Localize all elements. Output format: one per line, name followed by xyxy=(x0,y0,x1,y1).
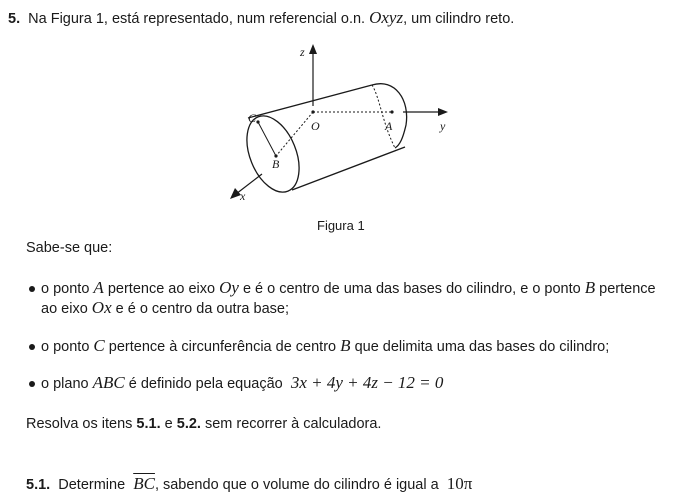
resolva-line xyxy=(26,416,381,432)
text: pertence xyxy=(599,281,656,297)
segment-BC: $\overline{BC}$ xyxy=(133,474,155,493)
text: o ponto xyxy=(41,339,90,355)
question-line xyxy=(8,8,514,28)
volume-value: 10π xyxy=(446,474,473,493)
bullet-icon xyxy=(29,286,35,292)
bullet-1-line-1 xyxy=(41,278,656,298)
y-arrow-icon xyxy=(438,108,448,116)
A-label: A xyxy=(385,119,393,133)
cylinder-figure xyxy=(0,30,687,240)
item-number: 5.1. xyxy=(26,477,51,493)
math-B: B xyxy=(584,278,596,297)
item-ref: 5.1. xyxy=(136,416,161,432)
text: ao eixo xyxy=(41,301,88,317)
far-base-hidden xyxy=(372,85,395,148)
figure-caption: Figura 1 xyxy=(317,218,365,233)
text: Determine xyxy=(58,477,126,493)
text: pertence à circunferência de centro xyxy=(108,339,337,355)
z-label: z xyxy=(300,45,305,59)
x-label: x xyxy=(240,189,246,203)
text: que delimita uma das bases do cilindro; xyxy=(354,339,610,355)
B-label: B xyxy=(272,157,280,171)
text: sem recorrer à calculadora. xyxy=(204,416,382,432)
item-ref: 5.2. xyxy=(176,416,201,432)
C-label: C xyxy=(248,111,257,125)
text: é definido pela equação xyxy=(128,376,283,392)
math-ABC: ABC xyxy=(92,373,125,392)
text: pertence ao eixo xyxy=(107,281,216,297)
question-number: 5. xyxy=(8,11,21,27)
far-base-visible xyxy=(372,84,407,148)
cylinder-bottom-edge xyxy=(292,147,405,190)
text: e é o centro de uma das bases do cilindro, e o ponto xyxy=(242,281,581,297)
math-Ox: Ox xyxy=(91,298,112,317)
bullet-2 xyxy=(41,336,609,356)
z-arrow-icon xyxy=(309,44,317,54)
point-C xyxy=(256,120,259,123)
point-A xyxy=(390,110,393,113)
text: , sabendo que o volume do cilindro é igual a xyxy=(154,477,439,493)
y-label: y xyxy=(440,119,446,133)
text: e xyxy=(164,416,173,432)
text: o plano xyxy=(41,376,89,392)
bullet-3 xyxy=(41,373,443,393)
text: e é o centro da outra base; xyxy=(115,301,289,317)
cylinder-top-edge xyxy=(248,85,372,118)
text: o ponto xyxy=(41,281,90,297)
plane-equation: 3x + 4y + 4z − 12 = 0 xyxy=(290,373,444,392)
item-5-1 xyxy=(26,474,472,494)
sabe-se-heading: Sabe-se que: xyxy=(26,240,113,256)
math-B: B xyxy=(340,336,351,355)
question-intro-end: , um cilindro reto. xyxy=(403,11,515,27)
frame-label: Oxyz xyxy=(369,8,404,27)
math-C: C xyxy=(93,336,105,355)
O-label: O xyxy=(311,119,320,133)
math-A: A xyxy=(93,278,104,297)
math-Oy: Oy xyxy=(219,278,239,297)
question-intro: Na Figura 1, está representado, num referencial o.n. xyxy=(28,11,366,27)
bullet-1-line-2 xyxy=(41,298,289,318)
point-O xyxy=(311,110,314,113)
text: Resolva os itens xyxy=(26,416,133,432)
bullet-icon xyxy=(29,344,35,350)
bullet-icon xyxy=(29,381,35,387)
